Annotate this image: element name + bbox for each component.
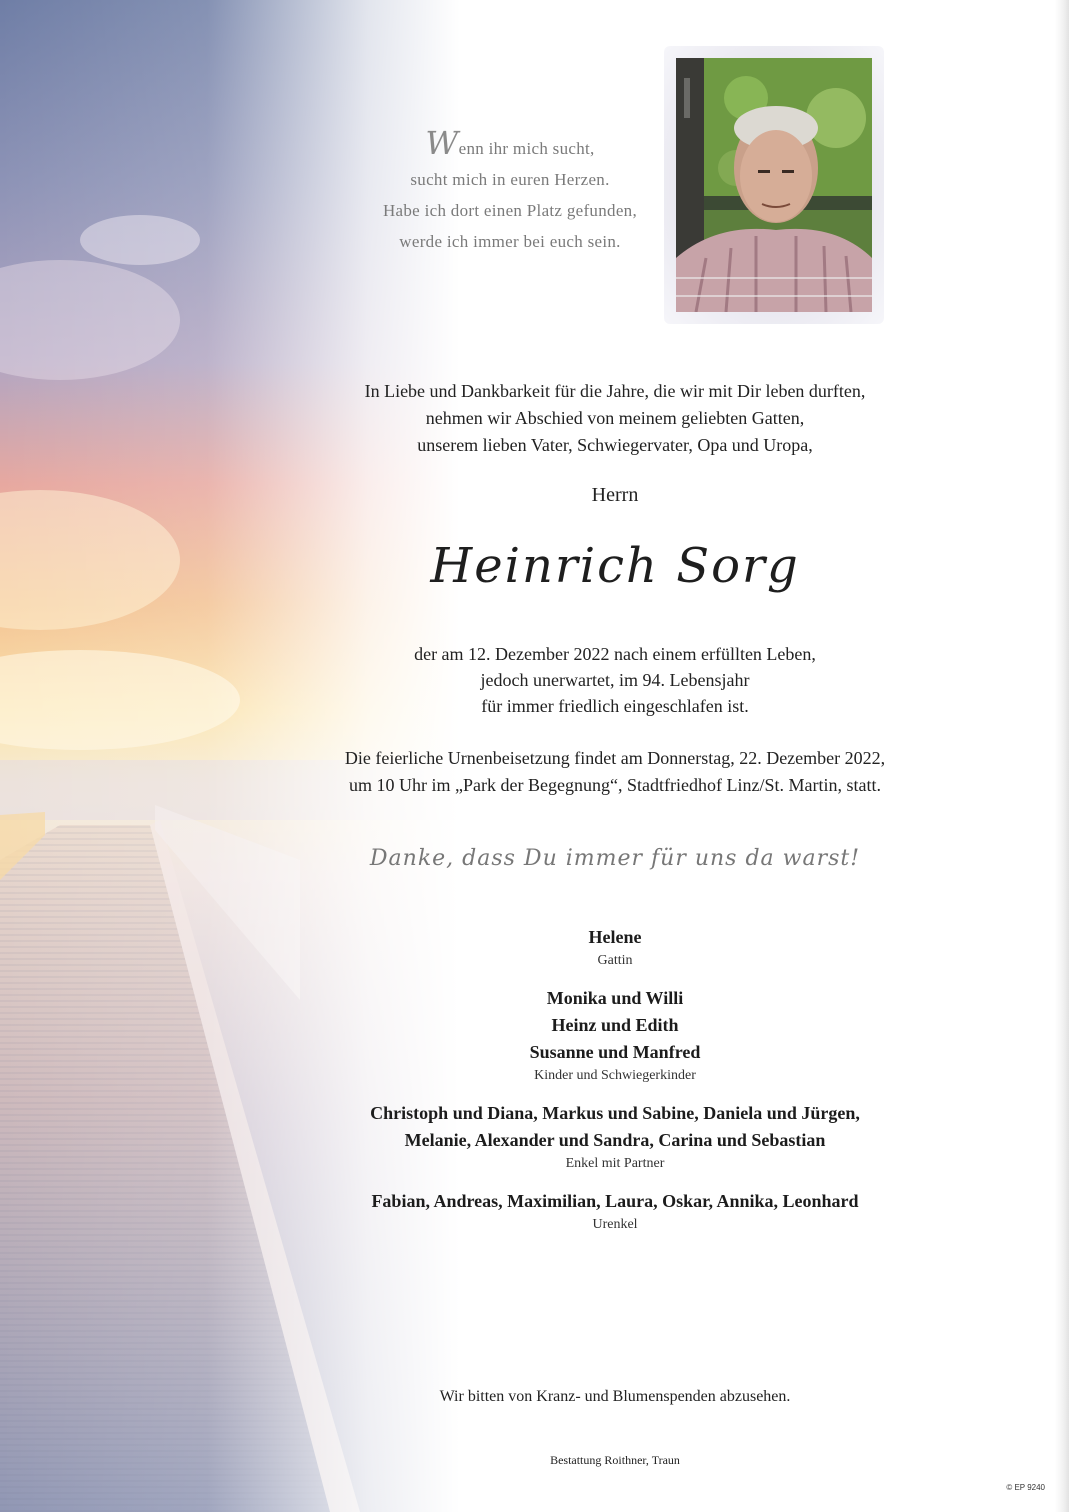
mourner-names: Helene [588,927,642,947]
death-notice-line: für immer friedlich eingeschlafen ist. [481,696,749,716]
intro-line: unserem lieben Vater, Schwiegervater, Opa und Uropa, [417,435,813,455]
poem-initial: W [425,124,459,162]
template-code: © EP 9240 [1006,1483,1045,1492]
intro-text [300,378,930,459]
poem-line-text: enn ihr mich sucht, [458,139,595,158]
scan-edge-shadow [1055,0,1069,1512]
mourner-names: Monika und Willi [546,988,684,1008]
flower-donation-note: Wir bitten von Kranz- und Blumenspenden abzusehen. [439,1388,791,1405]
mourners-list [280,924,950,1249]
mourner-role: Gattin [597,953,633,968]
mourner-group-children [280,985,950,1086]
portrait-frame [664,46,884,324]
funeral-line: um 10 Uhr im „Park der Begegnung“, Stadtfriedhof Linz/St. Martin, statt. [349,775,881,795]
death-notice-line: jedoch unerwartet, im 94. Lebensjahr [480,670,750,690]
mourner-names: Fabian, Andreas, Maximilian, Laura, Oskar, Annika, Leonhard [371,1191,859,1211]
mourner-names: Christoph und Diana, Markus und Sabine, Daniela und Jürgen, [370,1103,860,1123]
funeral-details [290,745,940,799]
death-notice-line: der am 12. Dezember 2022 nach einem erfüllten Leben, [414,644,816,664]
mourner-group-spouse [280,924,950,971]
intro-line: nehmen wir Abschied von meinem geliebten Gatten, [425,408,805,428]
mourner-group-great-grandchildren [280,1188,950,1235]
mourner-names: Heinz und Edith [551,1015,679,1035]
poem-line: Habe ich dort einen Platz gefunden, [382,201,638,220]
undertaker-credit: Bestattung Roithner, Traun [550,1453,680,1467]
poem-line: werde ich immer bei euch sein. [399,232,621,251]
poem-line-first [340,124,680,164]
thanks-line: Danke, dass Du immer für uns da warst! [369,846,861,871]
intro-line: In Liebe und Dankbarkeit für die Jahre, die wir mit Dir leben durften, [364,381,866,401]
funeral-line: Die feierliche Urnenbeisetzung findet am Donnerstag, 22. Dezember 2022, [344,748,886,768]
mourner-group-grandchildren [280,1100,950,1174]
mourner-role: Urenkel [592,1217,638,1232]
mourner-names: Melanie, Alexander und Sandra, Carina und Sebastian [404,1130,826,1150]
poem [340,124,680,257]
poem-line: sucht mich in euren Herzen. [410,170,610,189]
portrait-photo [676,58,872,312]
mourner-role: Kinder und Schwiegerkinder [534,1068,696,1083]
mourner-names: Susanne und Manfred [529,1042,701,1062]
deceased-name: Heinrich Sorg [430,538,800,594]
death-notice [300,641,930,719]
salutation: Herrn [591,484,639,506]
mourner-role: Enkel mit Partner [565,1156,665,1171]
